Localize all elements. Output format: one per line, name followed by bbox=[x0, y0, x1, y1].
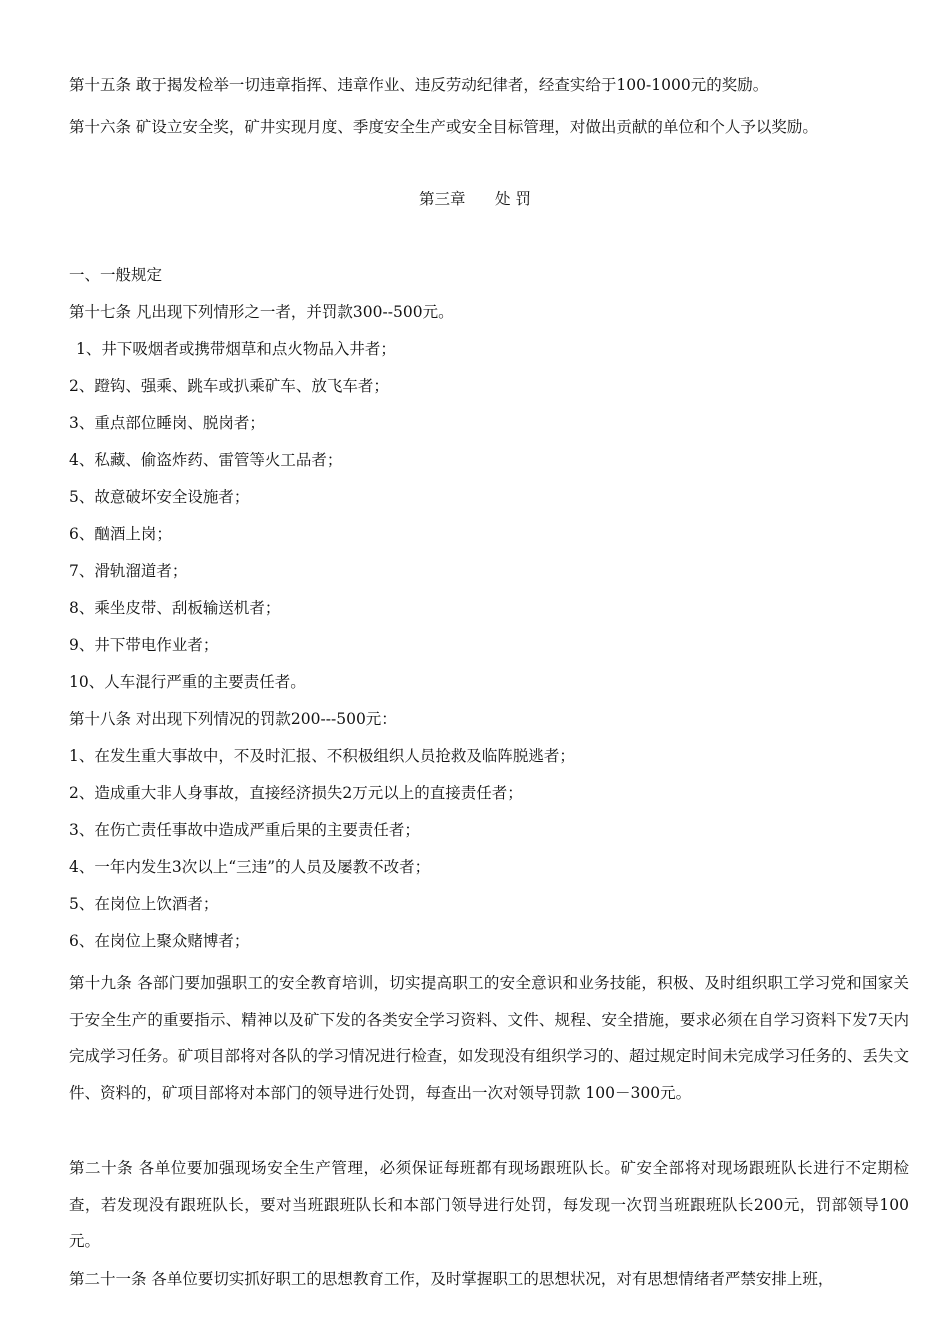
chapter-title: 第三章 处 罚 bbox=[419, 190, 531, 208]
list-item: 8、乘坐皮带、刮板输送机者； bbox=[69, 599, 281, 617]
article-16: 第十六条 矿设立安全奖，矿井实现月度、季度安全生产或安全目标管理，对做出贡献的单位和个人予以奖励。 bbox=[69, 118, 818, 136]
list-item: 10、人车混行严重的主要责任者。 bbox=[69, 673, 306, 691]
article-15: 第十五条 敢于揭发检举一切违章指挥、违章作业、违反劳动纪律者，经查实给于100-1000元的奖励。 bbox=[69, 76, 769, 94]
list-item: 1、在发生重大事故中，不及时汇报、不积极组织人员抢救及临阵脱逃者； bbox=[69, 747, 575, 765]
list-item: 1、井下吸烟者或携带烟草和点火物品入井者； bbox=[76, 340, 396, 358]
section-heading: 一、一般规定 bbox=[69, 266, 163, 284]
list-item: 4、私藏、偷盗炸药、雷管等火工品者； bbox=[69, 451, 343, 469]
list-item: 4、一年内发生3次以上“三违”的人员及屡教不改者； bbox=[69, 858, 431, 876]
list-item: 5、故意破坏安全设施者； bbox=[69, 488, 250, 506]
article-21: 第二十一条 各单位要切实抓好职工的思想教育工作，及时掌握职工的思想状况，对有思想情绪者严禁安排上班， bbox=[69, 1270, 834, 1288]
list-item: 3、在伤亡责任事故中造成严重后果的主要责任者； bbox=[69, 821, 420, 839]
list-item: 6、在岗位上聚众赌博者； bbox=[69, 932, 250, 950]
list-item: 9、井下带电作业者； bbox=[69, 636, 219, 654]
list-item: 2、蹬钩、强乘、跳车或扒乘矿车、放飞车者； bbox=[69, 377, 389, 395]
article-18: 第十八条 对出现下列情况的罚款200---500元： bbox=[69, 710, 397, 728]
list-item: 5、在岗位上饮酒者； bbox=[69, 895, 219, 913]
list-item: 6、酗酒上岗； bbox=[69, 525, 172, 543]
article-17: 第十七条 凡出现下列情形之一者，并罚款300--500元。 bbox=[69, 303, 454, 321]
list-item: 3、重点部位睡岗、脱岗者； bbox=[69, 414, 265, 432]
article-19: 第十九条 各部门要加强职工的安全教育培训，切实提高职工的安全意识和业务技能，积极、及时组织职工学习党和国家关于安全生产的重要指示、精神以及矿下发的各类安全学习资料、文件、规程、安全措施，要求必须在自学习资料下发7天内完成学习任务。矿项目部将对各队的学习情况进行检查，如发现没有组织学习的、超过规定时间未完成学习任务的、丢失文件、资料的，矿项目部将对本部门的领导进行处罚，每查出一次对领导罚款 100－300元。 bbox=[69, 974, 909, 1102]
article-20: 第二十条 各单位要加强现场安全生产管理，必须保证每班都有现场跟班队长。矿安全部将对现场跟班队长进行不定期检查，若发现没有跟班队长，要对当班跟班队长和本部门领导进行处罚，每发现一次罚当班跟班队长200元，罚部领导100元。 bbox=[69, 1159, 909, 1251]
list-item: 7、滑轨溜道者； bbox=[69, 562, 188, 580]
list-item: 2、造成重大非人身事故，直接经济损失2万元以上的直接责任者； bbox=[69, 784, 523, 802]
